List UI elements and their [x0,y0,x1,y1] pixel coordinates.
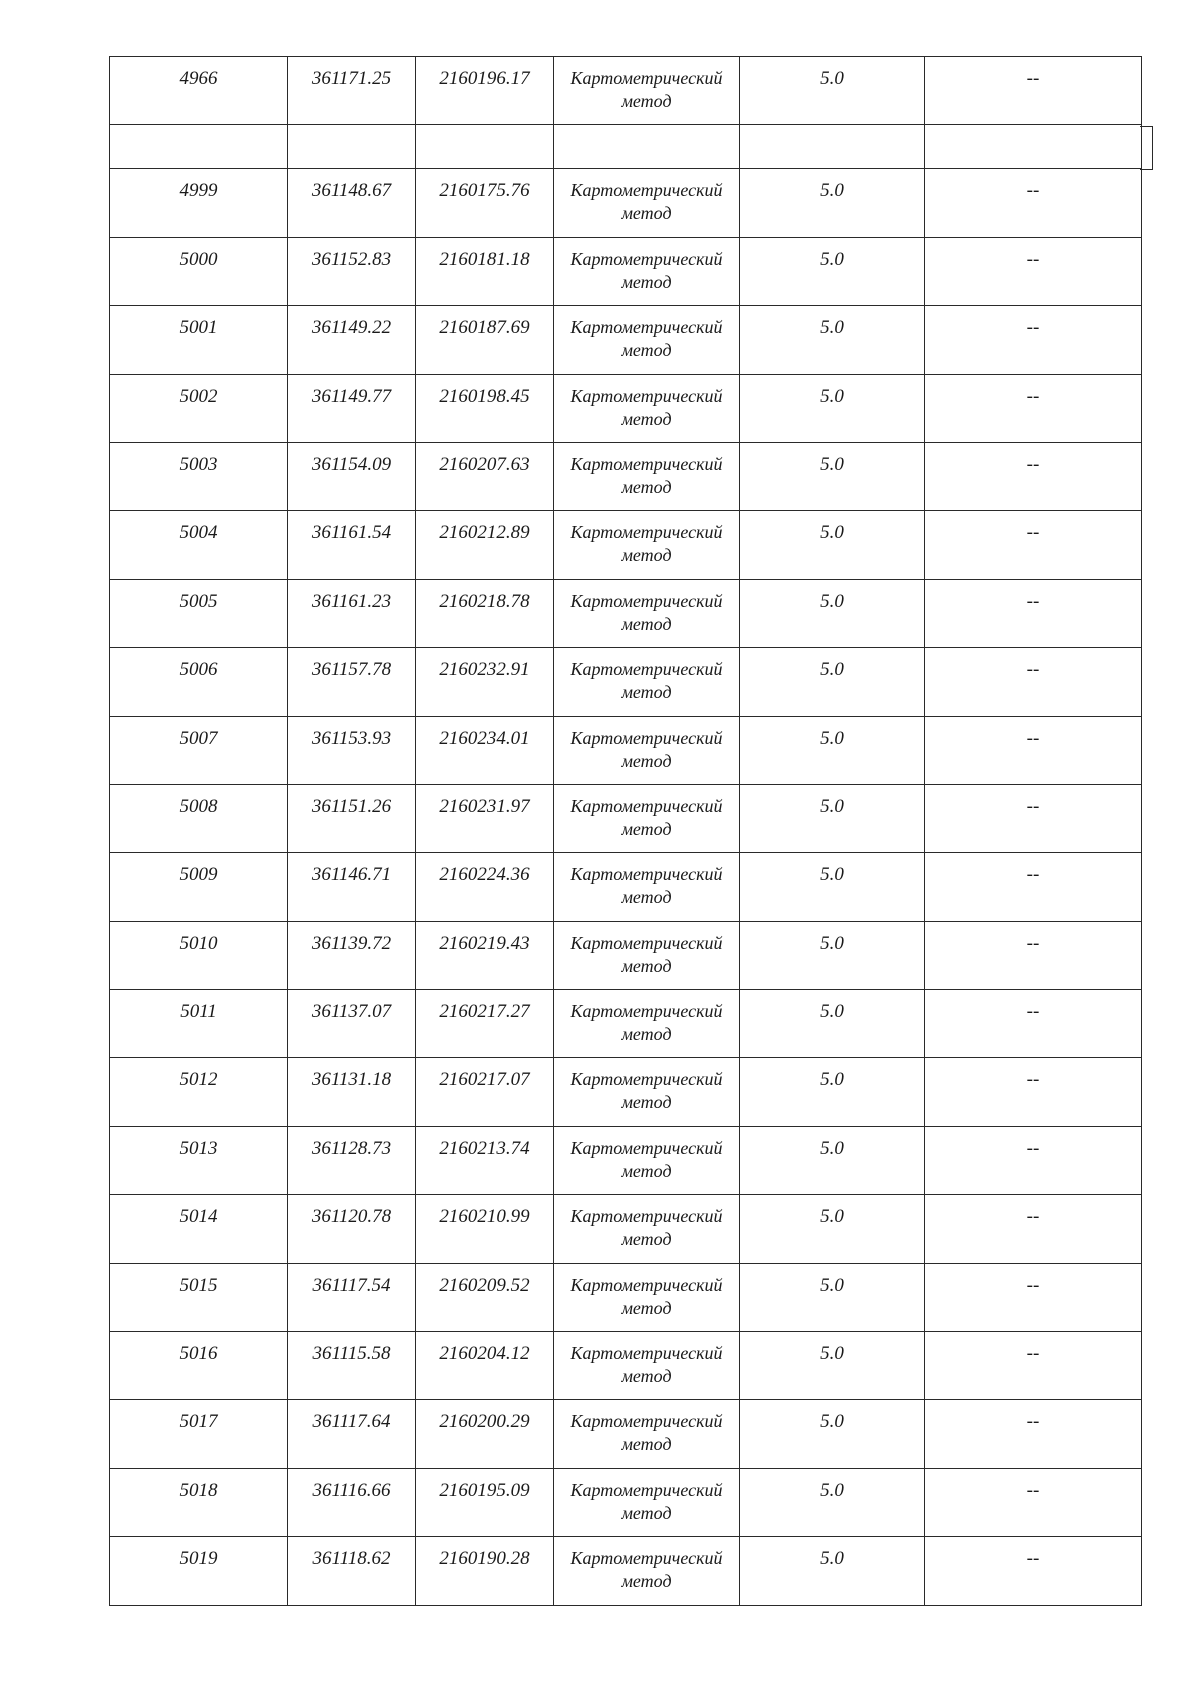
x-coordinate-cell: 361161.23 [288,579,416,647]
accuracy-cell: 5.0 [740,784,925,852]
point-number-cell: 5011 [110,990,288,1058]
accuracy-cell: 5.0 [740,1468,925,1536]
method-line-1: Картометрический [570,659,723,680]
note-cell: -- [925,579,1142,647]
x-coordinate-cell: 361117.54 [288,1263,416,1331]
note-cell: -- [925,1195,1142,1263]
method-line-1: Картометрический [570,385,723,406]
method-line-2: метод [621,203,672,224]
method-cell [554,306,740,374]
method-line-2: метод [621,340,672,361]
point-number-cell: 5010 [110,921,288,989]
table-row [110,1263,1142,1331]
point-number-cell: 5002 [110,374,288,442]
x-coordinate-cell: 361149.22 [288,306,416,374]
y-coordinate-cell: 2160213.74 [416,1126,554,1194]
method-cell [554,990,740,1058]
y-coordinate-cell: 2160198.45 [416,374,554,442]
accuracy-cell: 5.0 [740,511,925,579]
x-coordinate-cell: 361148.67 [288,169,416,237]
x-coordinate-cell: 361139.72 [288,921,416,989]
y-coordinate-cell: 2160210.99 [416,1195,554,1263]
method-cell [554,579,740,647]
note-cell: -- [925,306,1142,374]
table-row [110,374,1142,442]
accuracy-cell: 5.0 [740,990,925,1058]
note-cell: -- [925,237,1142,305]
coordinates-table [109,56,1142,1606]
accuracy-cell: 5.0 [740,306,925,374]
table-row [110,511,1142,579]
accuracy-cell: 5.0 [740,648,925,716]
accuracy-cell: 5.0 [740,1126,925,1194]
method-cell [554,853,740,921]
method-line-1: Картометрический [570,453,723,474]
point-number-cell: 5009 [110,853,288,921]
method-cell [554,648,740,716]
point-number-cell: 5008 [110,784,288,852]
method-cell [554,125,740,169]
method-line-2: метод [621,1160,672,1181]
method-line-2: метод [621,1024,672,1045]
table-row [110,306,1142,374]
method-cell [554,374,740,442]
method-line-1: Картометрический [570,1411,723,1432]
table-row [110,1126,1142,1194]
method-line-1: Картометрический [570,1137,723,1158]
x-coordinate-cell: 361151.26 [288,784,416,852]
y-coordinate-cell: 2160212.89 [416,511,554,579]
table-row [110,1195,1142,1263]
note-cell: -- [925,442,1142,510]
point-number-cell: 5017 [110,1400,288,1468]
point-number-cell: 5012 [110,1058,288,1126]
method-line-2: метод [621,545,672,566]
method-line-2: метод [621,1366,672,1387]
y-coordinate-cell: 2160204.12 [416,1332,554,1400]
table-row-blank [110,125,1142,169]
table-row [110,990,1142,1058]
method-line-1: Картометрический [570,317,723,338]
y-coordinate-cell: 2160187.69 [416,306,554,374]
method-line-1: Картометрический [570,1343,723,1364]
note-cell: -- [925,511,1142,579]
table-row [110,442,1142,510]
point-number-cell: 4966 [110,57,288,125]
method-line-2: метод [621,613,672,634]
note-cell: -- [925,990,1142,1058]
table-row [110,1058,1142,1126]
method-cell [554,1195,740,1263]
point-number-cell: 5015 [110,1263,288,1331]
table-row [110,237,1142,305]
accuracy-cell: 5.0 [740,853,925,921]
table-row [110,579,1142,647]
method-line-1: Картометрический [570,864,723,885]
x-coordinate-cell: 361120.78 [288,1195,416,1263]
note-cell: -- [925,1263,1142,1331]
method-line-2: метод [621,682,672,703]
method-line-1: Картометрический [570,590,723,611]
y-coordinate-cell: 2160196.17 [416,57,554,125]
method-line-2: метод [621,271,672,292]
y-coordinate-cell: 2160224.36 [416,853,554,921]
method-cell [554,1058,740,1126]
method-cell [554,1537,740,1605]
accuracy-cell: 5.0 [740,1332,925,1400]
note-cell: -- [925,716,1142,784]
coordinates-table-body [110,57,1142,1606]
note-cell: -- [925,1058,1142,1126]
method-line-1: Картометрический [570,1479,723,1500]
x-coordinate-cell [288,125,416,169]
note-cell: -- [925,921,1142,989]
x-coordinate-cell: 361171.25 [288,57,416,125]
y-coordinate-cell [416,125,554,169]
y-coordinate-cell: 2160217.07 [416,1058,554,1126]
method-cell [554,1126,740,1194]
x-coordinate-cell: 361157.78 [288,648,416,716]
method-cell [554,1400,740,1468]
point-number-cell: 5004 [110,511,288,579]
method-line-2: метод [621,1434,672,1455]
accuracy-cell: 5.0 [740,237,925,305]
method-line-1: Картометрический [570,1001,723,1022]
method-cell [554,1332,740,1400]
x-coordinate-cell: 361137.07 [288,990,416,1058]
method-line-2: метод [621,1297,672,1318]
method-line-1: Картометрический [570,522,723,543]
y-coordinate-cell: 2160231.97 [416,784,554,852]
x-coordinate-cell: 361117.64 [288,1400,416,1468]
table-row [110,784,1142,852]
table-row [110,716,1142,784]
table-row [110,1400,1142,1468]
y-coordinate-cell: 2160190.28 [416,1537,554,1605]
table-row [110,1537,1142,1605]
accuracy-cell: 5.0 [740,1195,925,1263]
method-line-2: метод [621,955,672,976]
method-line-1: Картометрический [570,1274,723,1295]
x-coordinate-cell: 361115.58 [288,1332,416,1400]
x-coordinate-cell: 361154.09 [288,442,416,510]
y-coordinate-cell: 2160217.27 [416,990,554,1058]
table-row [110,169,1142,237]
x-coordinate-cell: 361116.66 [288,1468,416,1536]
note-cell: -- [925,648,1142,716]
table-row [110,57,1142,125]
method-cell [554,57,740,125]
point-number-cell: 5001 [110,306,288,374]
y-coordinate-cell: 2160218.78 [416,579,554,647]
y-coordinate-cell: 2160219.43 [416,921,554,989]
method-line-2: метод [621,818,672,839]
method-cell [554,921,740,989]
note-cell: -- [925,853,1142,921]
table-row [110,853,1142,921]
method-line-1: Картометрический [570,1206,723,1227]
method-cell [554,442,740,510]
point-number-cell [110,125,288,169]
accuracy-cell: 5.0 [740,1263,925,1331]
accuracy-cell: 5.0 [740,716,925,784]
method-line-1: Картометрический [570,248,723,269]
method-cell [554,169,740,237]
point-number-cell: 5019 [110,1537,288,1605]
x-coordinate-cell: 361149.77 [288,374,416,442]
note-cell: -- [925,1126,1142,1194]
method-line-2: метод [621,750,672,771]
method-cell [554,237,740,305]
x-coordinate-cell: 361146.71 [288,853,416,921]
method-line-2: метод [621,887,672,908]
y-coordinate-cell: 2160175.76 [416,169,554,237]
table-row [110,1468,1142,1536]
point-number-cell: 4999 [110,169,288,237]
method-line-1: Картометрический [570,932,723,953]
accuracy-cell [740,125,925,169]
method-cell [554,511,740,579]
method-line-2: метод [621,1092,672,1113]
method-cell [554,1468,740,1536]
method-line-2: метод [621,408,672,429]
note-cell: -- [925,1400,1142,1468]
x-coordinate-cell: 361161.54 [288,511,416,579]
note-cell [925,125,1142,169]
x-coordinate-cell: 361128.73 [288,1126,416,1194]
x-coordinate-cell: 361152.83 [288,237,416,305]
y-coordinate-cell: 2160232.91 [416,648,554,716]
y-coordinate-cell: 2160181.18 [416,237,554,305]
point-number-cell: 5005 [110,579,288,647]
note-cell: -- [925,169,1142,237]
note-cell: -- [925,374,1142,442]
note-cell: -- [925,784,1142,852]
x-coordinate-cell: 361118.62 [288,1537,416,1605]
method-line-1: Картометрический [570,68,723,88]
method-line-1: Картометрический [570,1548,723,1569]
point-number-cell: 5007 [110,716,288,784]
method-line-1: Картометрический [570,795,723,816]
accuracy-cell: 5.0 [740,1537,925,1605]
point-number-cell: 5013 [110,1126,288,1194]
table-row [110,648,1142,716]
method-line-1: Картометрический [570,1069,723,1090]
point-number-cell: 5016 [110,1332,288,1400]
method-line-2: метод [621,1502,672,1523]
method-line-1: Картометрический [570,180,723,201]
method-line-2: метод [621,1571,672,1592]
accuracy-cell: 5.0 [740,442,925,510]
method-cell [554,1263,740,1331]
note-cell: -- [925,57,1142,125]
table-row [110,1332,1142,1400]
method-cell [554,716,740,784]
table-row [110,921,1142,989]
note-cell: -- [925,1537,1142,1605]
accuracy-cell: 5.0 [740,169,925,237]
accuracy-cell: 5.0 [740,921,925,989]
method-cell [554,784,740,852]
method-line-2: метод [621,476,672,497]
x-coordinate-cell: 361131.18 [288,1058,416,1126]
point-number-cell: 5006 [110,648,288,716]
y-coordinate-cell: 2160234.01 [416,716,554,784]
point-number-cell: 5003 [110,442,288,510]
y-coordinate-cell: 2160200.29 [416,1400,554,1468]
accuracy-cell: 5.0 [740,374,925,442]
point-number-cell: 5018 [110,1468,288,1536]
method-line-1: Картометрический [570,727,723,748]
accuracy-cell: 5.0 [740,57,925,125]
method-line-2: метод [621,91,672,111]
point-number-cell: 5000 [110,237,288,305]
accuracy-cell: 5.0 [740,579,925,647]
y-coordinate-cell: 2160195.09 [416,1468,554,1536]
method-line-2: метод [621,1229,672,1250]
note-cell: -- [925,1332,1142,1400]
y-coordinate-cell: 2160209.52 [416,1263,554,1331]
accuracy-cell: 5.0 [740,1400,925,1468]
cell-border-fragment [1140,126,1153,170]
y-coordinate-cell: 2160207.63 [416,442,554,510]
point-number-cell: 5014 [110,1195,288,1263]
note-cell: -- [925,1468,1142,1536]
x-coordinate-cell: 361153.93 [288,716,416,784]
accuracy-cell: 5.0 [740,1058,925,1126]
